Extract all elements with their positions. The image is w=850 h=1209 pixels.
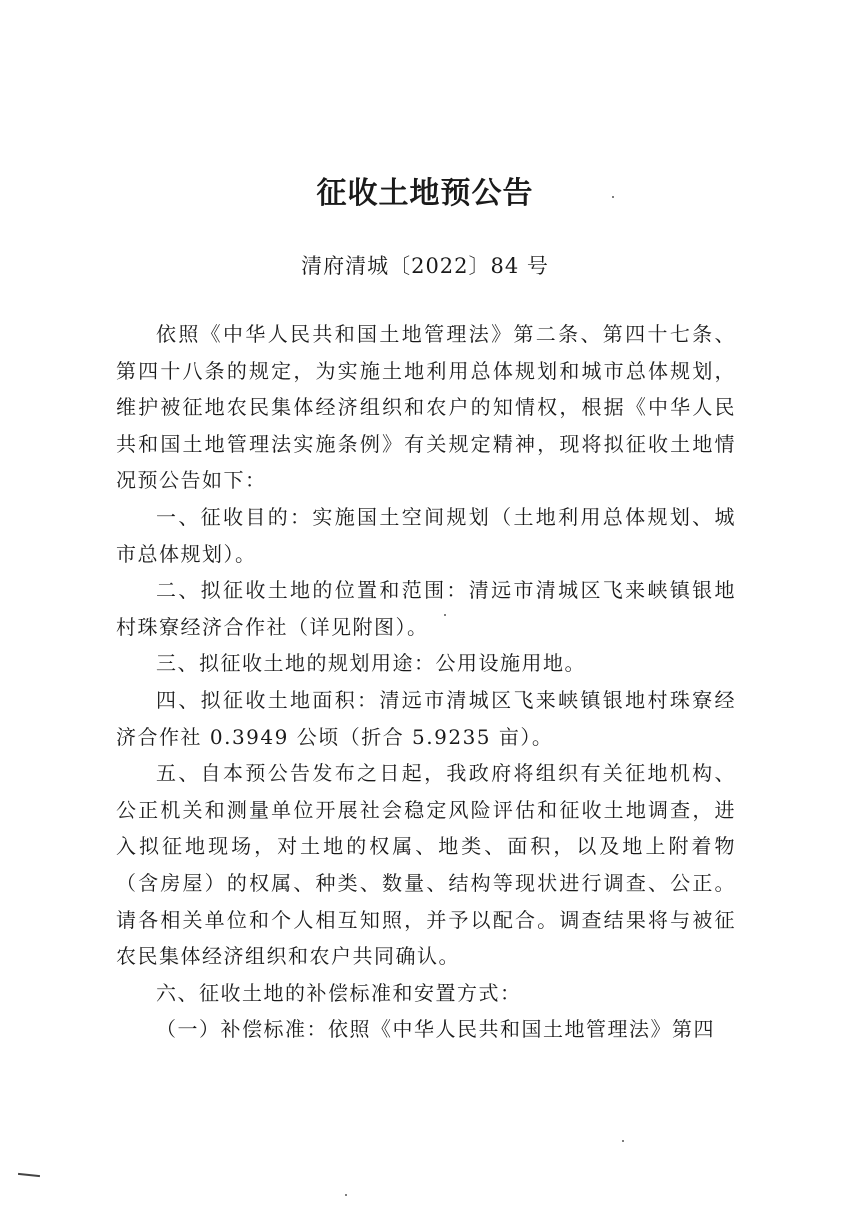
scan-speck (444, 614, 446, 616)
document-body (116, 316, 736, 1048)
paragraph-survey: 五、自本预公告发布之日起，我政府将组织有关征地机构、公正机关和测量单位开展社会稳定风险评估和征收土地调查，进入拟征地现场，对土地的权属、地类、面积，以及地上附着物（含房屋）的权属、种类、数量、结构等现状进行调查、公正。请各相关单位和个人相互知照，并予以配合。调查结果将与被征农民集体经济组织和农户共同确认。 (116, 761, 736, 969)
scan-speck (612, 196, 614, 198)
scan-speck (345, 1194, 347, 1196)
document-number: 清府清城〔2022〕84 号 (301, 254, 549, 278)
document-title: 征收土地预公告 (316, 176, 534, 211)
paragraph-area: 四、拟征收土地面积：清远市清城区飞来峡镇银地村珠寮经济合作社 0.3949 公顷（折合 5.9235 亩）。 (116, 687, 736, 749)
paragraph-compensation-heading: 六、征收土地的补偿标准和安置方式： (156, 980, 522, 1005)
scan-speck (622, 1140, 624, 1142)
paragraph-intro: 依照《中华人民共和国土地管理法》第二条、第四十七条、第四十八条的规定，为实施土地利用总体规划和城市总体规划，维护被征地农民集体经济组织和农户的知情权，根据《中华人民共和国土地管理法实施条例》有关规定精神，现将拟征收土地情况预公告如下： (116, 322, 736, 493)
paragraph-planned-use: 三、拟征收土地的规划用途：公用设施用地。 (156, 651, 586, 676)
paragraph-compensation-standard: （一）补偿标准：依照《中华人民共和国土地管理法》第四 (156, 1017, 715, 1042)
scan-mark (18, 1173, 40, 1177)
paragraph-location: 二、拟征收土地的位置和范围：清远市清城区飞来峡镇银地村珠寮经济合作社（详见附图）。 (116, 578, 736, 639)
paragraph-purpose: 一、征收目的：实施国土空间规划（土地利用总体规划、城市总体规划）。 (116, 504, 736, 566)
